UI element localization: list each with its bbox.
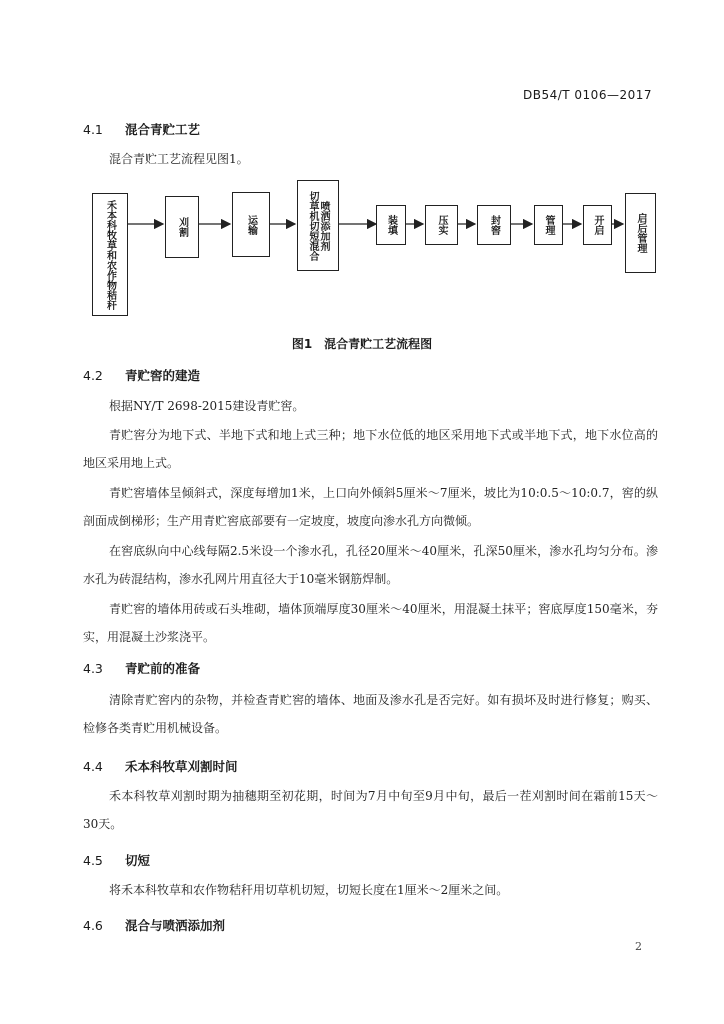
step-post-opening-management: 启后管理 xyxy=(625,193,656,273)
section-number: 4.1 xyxy=(83,122,103,137)
figure-caption: 图1 混合青贮工艺流程图 xyxy=(291,337,433,351)
section-4-6-heading xyxy=(83,916,225,934)
section-title: 切短 xyxy=(125,853,151,868)
step-management: 管理 xyxy=(534,205,563,245)
step-opening: 开启 xyxy=(583,205,612,245)
section-4-1-text: 混合青贮工艺流程见图1。 xyxy=(109,152,249,166)
section-title: 青贮前的准备 xyxy=(125,661,201,676)
step-chop-mix-label: 切草机切短混合 xyxy=(307,190,318,261)
section-number: 4.3 xyxy=(83,661,103,676)
section-number: 4.4 xyxy=(83,759,103,774)
section-4-2-heading xyxy=(83,366,200,384)
paragraph: 根据NY/T 2698-2015建设青贮窖。 xyxy=(109,399,305,413)
section-number: 4.5 xyxy=(83,853,103,868)
section-4-5-heading xyxy=(83,851,150,869)
step-filling: 装填 xyxy=(376,205,406,245)
page-number: 2 xyxy=(635,940,642,953)
section-title: 混合与喷洒添加剂 xyxy=(125,918,226,933)
step-raw-materials: 禾本科牧草和农作物秸秆 xyxy=(92,193,128,316)
paragraph: 禾本科牧草刈割时期为抽穗期至初花期，时间为7月中旬至9月中旬，最后一茬刈割时间在霜前15天～30天。 xyxy=(83,789,658,831)
process-flowchart xyxy=(0,0,724,330)
step-cutting: 刈割 xyxy=(165,196,199,258)
step-spray-additive-label: 喷洒添加剂 xyxy=(318,200,329,251)
step-sealing: 封窖 xyxy=(477,205,511,245)
paragraph: 青贮窖分为地下式、半地下式和地上式三种；地下水位低的地区采用地下式或半地下式，地下水位高的地区采用地上式。 xyxy=(83,428,658,470)
section-title: 禾本科牧草刈割时间 xyxy=(125,759,238,774)
standard-code: DB54/T 0106—2017 xyxy=(522,88,652,102)
section-number: 4.6 xyxy=(83,918,103,933)
paragraph: 将禾本科牧草和农作物秸秆用切草机切短，切短长度在1厘米～2厘米之间。 xyxy=(109,883,509,897)
paragraph: 在窖底纵向中心线每隔2.5米设一个渗水孔，孔径20厘米～40厘米，孔深50厘米，渗水孔均匀分布。渗水孔为砖混结构，渗水孔网片用直径大于10毫米钢筋焊制。 xyxy=(83,544,658,586)
step-chop-mix xyxy=(297,180,339,271)
paragraph: 清除青贮窖内的杂物，并检查青贮窖的墙体、地面及渗水孔是否完好。如有损坏及时进行修复；购买、检修各类青贮用机械设备。 xyxy=(83,693,658,735)
step-transport: 运输 xyxy=(232,192,270,257)
section-4-4-heading xyxy=(83,757,238,775)
step-compacting: 压实 xyxy=(425,205,458,245)
section-number: 4.2 xyxy=(83,368,103,383)
section-title: 青贮窖的建造 xyxy=(125,368,201,383)
paragraph: 青贮窖墙体呈倾斜式，深度每增加1米，上口向外倾斜5厘米～7厘米，坡比为10:0.5～10:0.7，窖的纵剖面成倒梯形；生产用青贮窖底部要有一定坡度，坡度向渗水孔方向微倾。 xyxy=(83,486,658,528)
section-title: 混合青贮工艺 xyxy=(125,122,201,137)
paragraph: 青贮窖的墙体用砖或石头堆砌，墙体顶端厚度30厘米～40厘米，用混凝土抹平；窖底厚度150毫米，夯实，用混凝土沙浆浇平。 xyxy=(83,602,658,644)
section-4-3-heading xyxy=(83,659,200,677)
